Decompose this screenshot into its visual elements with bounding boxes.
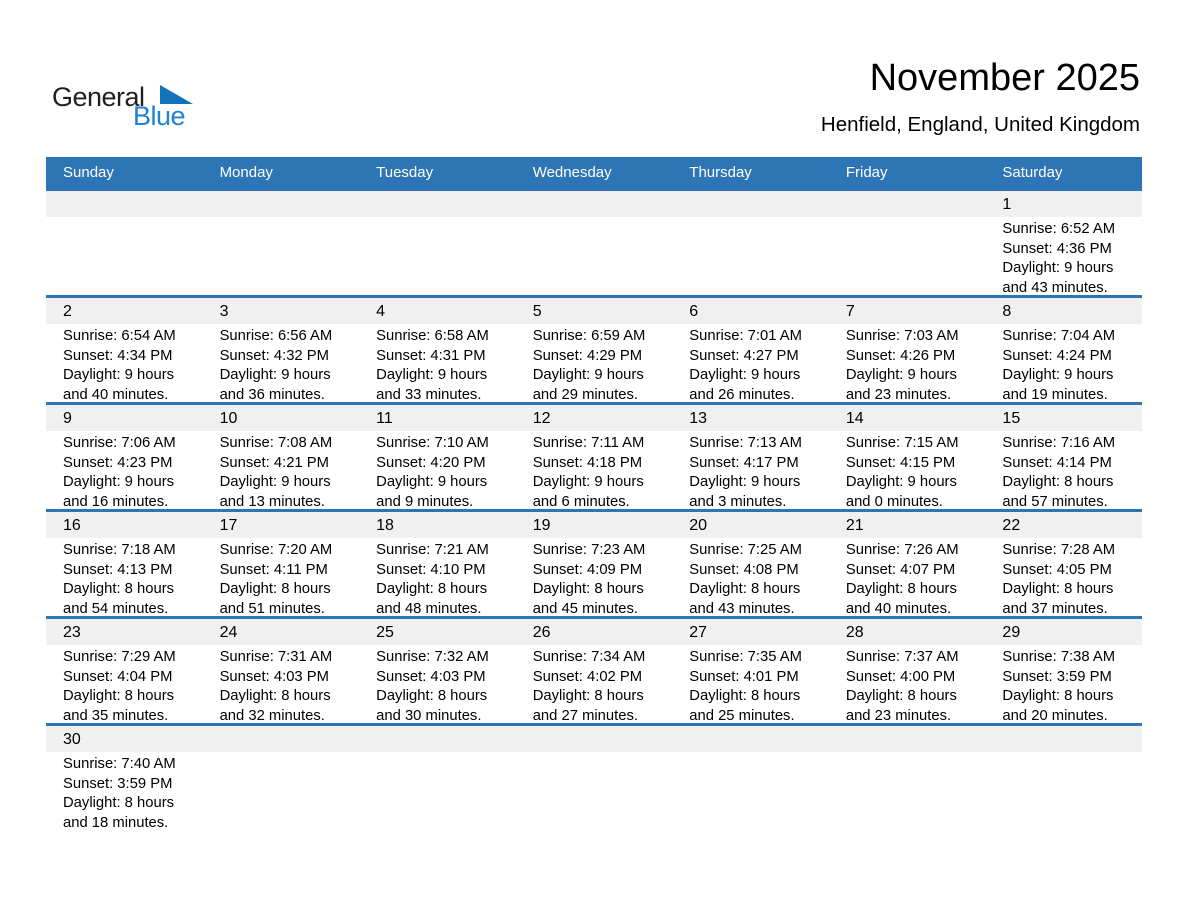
sunrise-text: Sunrise: 7:10 AM xyxy=(376,435,489,451)
sunset-text: Sunset: 4:20 PM xyxy=(376,454,486,471)
day-number: 24 xyxy=(203,619,360,645)
day-number-strip xyxy=(516,191,673,217)
week-row-1 xyxy=(46,188,1142,295)
weekday-thursday: Thursday xyxy=(689,164,752,181)
daylight-text: Daylight: 9 hours xyxy=(219,367,331,383)
daylight-text-continued: and 23 minutes. xyxy=(845,707,952,723)
week-row-5 xyxy=(46,616,1142,723)
daylight-text: Daylight: 8 hours xyxy=(1002,581,1114,597)
day-cell-9 xyxy=(46,405,203,509)
empty-day-cell xyxy=(985,726,1142,830)
sunset-text: Sunset: 3:59 PM xyxy=(1002,668,1112,685)
daylight-text-continued: and 26 minutes. xyxy=(689,386,795,402)
week-row-3 xyxy=(46,402,1142,509)
sunset-text: Sunset: 4:04 PM xyxy=(63,668,173,685)
daylight-text-continued: and 54 minutes. xyxy=(63,600,169,616)
daylight-text: Daylight: 8 hours xyxy=(532,581,644,597)
sunrise-text: Sunrise: 7:01 AM xyxy=(689,328,802,344)
daylight-text-continued: and 37 minutes. xyxy=(1002,600,1108,616)
empty-day-cell xyxy=(829,191,986,295)
daylight-text: Daylight: 9 hours xyxy=(532,474,644,490)
daylight-text-continued: and 9 minutes. xyxy=(376,493,474,509)
day-details xyxy=(203,431,360,509)
empty-day-cell xyxy=(516,191,673,295)
daylight-text: Daylight: 8 hours xyxy=(63,581,175,597)
daylight-text: Daylight: 9 hours xyxy=(376,367,488,383)
sunrise-text: Sunrise: 6:59 AM xyxy=(532,328,646,344)
daylight-text: Daylight: 9 hours xyxy=(532,367,644,383)
daylight-text: Daylight: 8 hours xyxy=(689,581,801,597)
sunrise-text: Sunrise: 7:03 AM xyxy=(845,328,959,344)
day-details xyxy=(829,324,986,402)
day-number-strip xyxy=(829,726,986,752)
sunrise-text: Sunrise: 6:54 AM xyxy=(63,328,176,344)
day-cell-29 xyxy=(985,619,1142,723)
title-block xyxy=(821,58,1140,137)
day-details xyxy=(672,431,829,509)
sunrise-text: Sunrise: 7:06 AM xyxy=(63,435,176,451)
sunrise-text: Sunrise: 7:31 AM xyxy=(219,649,333,665)
day-number: 9 xyxy=(46,405,203,431)
day-cell-16 xyxy=(46,512,203,616)
day-number: 30 xyxy=(46,726,203,752)
day-details xyxy=(829,538,986,616)
sunset-text: Sunset: 4:03 PM xyxy=(219,668,329,685)
day-cell-7 xyxy=(829,298,986,402)
day-number-strip xyxy=(516,726,673,752)
sunset-text: Sunset: 4:31 PM xyxy=(376,347,486,364)
day-cell-12 xyxy=(516,405,673,509)
daylight-text: Daylight: 9 hours xyxy=(689,367,801,383)
daylight-text-continued: and 33 minutes. xyxy=(376,386,482,402)
day-number: 19 xyxy=(516,512,673,538)
daylight-text: Daylight: 8 hours xyxy=(63,688,175,704)
daylight-text-continued: and 36 minutes. xyxy=(219,386,325,402)
day-cell-4 xyxy=(359,298,516,402)
day-details xyxy=(359,431,516,509)
calendar-weeks xyxy=(46,188,1142,830)
day-number: 23 xyxy=(46,619,203,645)
sunrise-text: Sunrise: 7:21 AM xyxy=(376,542,489,558)
sunset-text: Sunset: 3:59 PM xyxy=(63,775,173,792)
day-cell-20 xyxy=(672,512,829,616)
daylight-text: Daylight: 8 hours xyxy=(219,581,331,597)
sunset-text: Sunset: 4:18 PM xyxy=(532,454,643,471)
sunrise-text: Sunrise: 7:15 AM xyxy=(845,435,959,451)
day-number: 2 xyxy=(46,298,203,324)
sunrise-text: Sunrise: 6:56 AM xyxy=(219,328,333,344)
sunset-text: Sunset: 4:26 PM xyxy=(845,347,956,364)
daylight-text: Daylight: 8 hours xyxy=(845,688,957,704)
day-number: 14 xyxy=(829,405,986,431)
day-details xyxy=(985,645,1142,723)
empty-day-cell xyxy=(672,191,829,295)
day-details xyxy=(985,431,1142,509)
daylight-text: Daylight: 8 hours xyxy=(845,581,957,597)
daylight-text-continued: and 18 minutes. xyxy=(63,814,169,830)
daylight-text-continued: and 13 minutes. xyxy=(219,493,325,509)
day-number-strip xyxy=(829,191,986,217)
sunrise-text: Sunrise: 7:13 AM xyxy=(689,435,802,451)
day-number: 7 xyxy=(829,298,986,324)
day-number: 6 xyxy=(672,298,829,324)
day-cell-24 xyxy=(203,619,360,723)
day-number-strip xyxy=(46,191,203,217)
day-cell-27 xyxy=(672,619,829,723)
day-cell-30 xyxy=(46,726,203,830)
sunset-text: Sunset: 4:01 PM xyxy=(689,668,799,685)
day-cell-17 xyxy=(203,512,360,616)
day-details xyxy=(672,538,829,616)
empty-day-cell xyxy=(46,191,203,295)
sunrise-text: Sunrise: 7:23 AM xyxy=(532,542,646,558)
sunrise-text: Sunrise: 7:37 AM xyxy=(845,649,959,665)
empty-day-cell xyxy=(516,726,673,830)
day-cell-2 xyxy=(46,298,203,402)
sunset-text: Sunset: 4:15 PM xyxy=(845,454,956,471)
day-number-strip xyxy=(672,726,829,752)
day-number: 15 xyxy=(985,405,1142,431)
logo-text-general: General xyxy=(52,82,145,112)
sunrise-text: Sunrise: 7:38 AM xyxy=(1002,649,1116,665)
daylight-text: Daylight: 9 hours xyxy=(376,474,488,490)
day-number: 16 xyxy=(46,512,203,538)
sunset-text: Sunset: 4:21 PM xyxy=(219,454,329,471)
weekday-monday: Monday xyxy=(219,164,273,181)
day-number: 1 xyxy=(985,191,1142,217)
empty-day-cell xyxy=(672,726,829,830)
day-cell-26 xyxy=(516,619,673,723)
day-number: 17 xyxy=(203,512,360,538)
sunrise-text: Sunrise: 7:04 AM xyxy=(1002,328,1116,344)
sunrise-text: Sunrise: 7:20 AM xyxy=(219,542,333,558)
sunrise-text: Sunrise: 7:26 AM xyxy=(845,542,959,558)
day-details xyxy=(46,324,203,402)
sunset-text: Sunset: 4:14 PM xyxy=(1002,454,1112,471)
sunset-text: Sunset: 4:34 PM xyxy=(63,347,173,364)
sunrise-text: Sunrise: 7:40 AM xyxy=(63,756,176,772)
day-number: 28 xyxy=(829,619,986,645)
sunset-text: Sunset: 4:03 PM xyxy=(376,668,486,685)
weekday-sunday: Sunday xyxy=(63,164,114,181)
day-number: 18 xyxy=(359,512,516,538)
week-row-4 xyxy=(46,509,1142,616)
day-cell-21 xyxy=(829,512,986,616)
day-details xyxy=(516,431,673,509)
daylight-text-continued: and 35 minutes. xyxy=(63,707,169,723)
sunrise-text: Sunrise: 7:35 AM xyxy=(689,649,802,665)
sunrise-text: Sunrise: 7:11 AM xyxy=(532,435,645,451)
daylight-text: Daylight: 9 hours xyxy=(63,367,175,383)
weekday-friday: Friday xyxy=(845,164,888,181)
empty-day-cell xyxy=(829,726,986,830)
day-number-strip xyxy=(359,191,516,217)
day-cell-19 xyxy=(516,512,673,616)
daylight-text: Daylight: 8 hours xyxy=(689,688,801,704)
sunset-text: Sunset: 4:24 PM xyxy=(1002,347,1112,364)
page-header xyxy=(0,0,1188,157)
calendar-table xyxy=(46,157,1142,830)
sunset-text: Sunset: 4:13 PM xyxy=(63,561,173,578)
day-details xyxy=(359,538,516,616)
day-details xyxy=(203,645,360,723)
daylight-text-continued: and 48 minutes. xyxy=(376,600,482,616)
day-details xyxy=(46,752,203,830)
sunrise-text: Sunrise: 6:58 AM xyxy=(376,328,489,344)
day-details xyxy=(203,538,360,616)
day-cell-6 xyxy=(672,298,829,402)
daylight-text: Daylight: 8 hours xyxy=(219,688,331,704)
day-cell-3 xyxy=(203,298,360,402)
sunrise-text: Sunrise: 7:29 AM xyxy=(63,649,176,665)
empty-day-cell xyxy=(359,726,516,830)
day-cell-10 xyxy=(203,405,360,509)
day-cell-23 xyxy=(46,619,203,723)
day-cell-11 xyxy=(359,405,516,509)
daylight-text-continued: and 45 minutes. xyxy=(532,600,638,616)
weekday-header-row xyxy=(46,157,1142,188)
week-row-6 xyxy=(46,723,1142,830)
daylight-text: Daylight: 8 hours xyxy=(1002,474,1114,490)
day-number: 5 xyxy=(516,298,673,324)
day-cell-5 xyxy=(516,298,673,402)
daylight-text-continued: and 43 minutes. xyxy=(689,600,795,616)
sunset-text: Sunset: 4:29 PM xyxy=(532,347,643,364)
day-cell-14 xyxy=(829,405,986,509)
week-row-2 xyxy=(46,295,1142,402)
day-details xyxy=(985,217,1142,295)
day-number-strip xyxy=(985,726,1142,752)
daylight-text: Daylight: 9 hours xyxy=(845,367,957,383)
sunset-text: Sunset: 4:23 PM xyxy=(63,454,173,471)
sunrise-text: Sunrise: 7:32 AM xyxy=(376,649,489,665)
daylight-text-continued: and 25 minutes. xyxy=(689,707,795,723)
page-title: November 2025 xyxy=(869,57,1140,99)
sunset-text: Sunset: 4:36 PM xyxy=(1002,240,1112,257)
day-number-strip xyxy=(672,191,829,217)
day-cell-8 xyxy=(985,298,1142,402)
day-details xyxy=(672,645,829,723)
general-blue-logo xyxy=(52,84,272,136)
sunset-text: Sunset: 4:32 PM xyxy=(219,347,329,364)
day-details xyxy=(829,645,986,723)
day-number-strip xyxy=(203,726,360,752)
daylight-text-continued: and 40 minutes. xyxy=(845,600,952,616)
day-details xyxy=(516,645,673,723)
empty-day-cell xyxy=(203,191,360,295)
day-number: 8 xyxy=(985,298,1142,324)
day-details xyxy=(672,324,829,402)
day-number: 13 xyxy=(672,405,829,431)
daylight-text-continued: and 0 minutes. xyxy=(845,493,943,509)
sunset-text: Sunset: 4:09 PM xyxy=(532,561,643,578)
day-number: 4 xyxy=(359,298,516,324)
daylight-text: Daylight: 8 hours xyxy=(376,688,488,704)
sunrise-text: Sunrise: 7:25 AM xyxy=(689,542,802,558)
weekday-wednesday: Wednesday xyxy=(532,164,612,181)
day-details xyxy=(46,538,203,616)
daylight-text-continued: and 27 minutes. xyxy=(532,707,638,723)
day-details xyxy=(985,324,1142,402)
daylight-text: Daylight: 8 hours xyxy=(63,795,175,811)
daylight-text-continued: and 57 minutes. xyxy=(1002,493,1108,509)
sunset-text: Sunset: 4:11 PM xyxy=(219,561,328,578)
day-details xyxy=(516,538,673,616)
day-details xyxy=(46,645,203,723)
day-number: 27 xyxy=(672,619,829,645)
weekday-saturday: Saturday xyxy=(1002,164,1063,181)
daylight-text-continued: and 32 minutes. xyxy=(219,707,325,723)
sunrise-text: Sunrise: 7:18 AM xyxy=(63,542,176,558)
day-details xyxy=(203,324,360,402)
sunset-text: Sunset: 4:10 PM xyxy=(376,561,486,578)
day-number: 26 xyxy=(516,619,673,645)
day-cell-13 xyxy=(672,405,829,509)
day-number-strip xyxy=(359,726,516,752)
sunset-text: Sunset: 4:08 PM xyxy=(689,561,799,578)
daylight-text: Daylight: 8 hours xyxy=(376,581,488,597)
daylight-text-continued: and 19 minutes. xyxy=(1002,386,1108,402)
day-cell-25 xyxy=(359,619,516,723)
sunset-text: Sunset: 4:02 PM xyxy=(532,668,643,685)
sunset-text: Sunset: 4:07 PM xyxy=(845,561,956,578)
page-subtitle: Henfield, England, United Kingdom xyxy=(820,112,1140,136)
day-details xyxy=(985,538,1142,616)
sunrise-text: Sunrise: 6:52 AM xyxy=(1002,221,1116,237)
daylight-text: Daylight: 9 hours xyxy=(1002,367,1114,383)
day-number: 20 xyxy=(672,512,829,538)
sunrise-text: Sunrise: 7:34 AM xyxy=(532,649,646,665)
day-number-strip xyxy=(203,191,360,217)
day-number: 11 xyxy=(359,405,516,431)
day-details xyxy=(46,431,203,509)
sunrise-text: Sunrise: 7:08 AM xyxy=(219,435,333,451)
empty-day-cell xyxy=(203,726,360,830)
weekday-tuesday: Tuesday xyxy=(376,164,434,181)
daylight-text-continued: and 30 minutes. xyxy=(376,707,482,723)
daylight-text: Daylight: 8 hours xyxy=(1002,688,1114,704)
daylight-text: Daylight: 8 hours xyxy=(532,688,644,704)
day-number: 12 xyxy=(516,405,673,431)
sunrise-text: Sunrise: 7:28 AM xyxy=(1002,542,1116,558)
day-number: 22 xyxy=(985,512,1142,538)
sunset-text: Sunset: 4:00 PM xyxy=(845,668,956,685)
day-cell-1 xyxy=(985,191,1142,295)
daylight-text: Daylight: 9 hours xyxy=(219,474,331,490)
sunset-text: Sunset: 4:05 PM xyxy=(1002,561,1112,578)
day-cell-15 xyxy=(985,405,1142,509)
day-cell-28 xyxy=(829,619,986,723)
daylight-text-continued: and 3 minutes. xyxy=(689,493,787,509)
day-details xyxy=(829,431,986,509)
day-number: 29 xyxy=(985,619,1142,645)
day-number: 10 xyxy=(203,405,360,431)
sunset-text: Sunset: 4:27 PM xyxy=(689,347,799,364)
empty-day-cell xyxy=(359,191,516,295)
day-details xyxy=(516,324,673,402)
sunrise-text: Sunrise: 7:16 AM xyxy=(1002,435,1116,451)
daylight-text: Daylight: 9 hours xyxy=(1002,260,1114,276)
daylight-text-continued: and 43 minutes. xyxy=(1002,279,1108,295)
daylight-text-continued: and 51 minutes. xyxy=(219,600,325,616)
day-cell-18 xyxy=(359,512,516,616)
daylight-text-continued: and 40 minutes. xyxy=(63,386,169,402)
daylight-text: Daylight: 9 hours xyxy=(689,474,801,490)
day-cell-22 xyxy=(985,512,1142,616)
daylight-text-continued: and 29 minutes. xyxy=(532,386,638,402)
day-number: 3 xyxy=(203,298,360,324)
daylight-text-continued: and 23 minutes. xyxy=(845,386,952,402)
daylight-text-continued: and 6 minutes. xyxy=(532,493,630,509)
day-number: 25 xyxy=(359,619,516,645)
sunset-text: Sunset: 4:17 PM xyxy=(689,454,799,471)
daylight-text-continued: and 16 minutes. xyxy=(63,493,169,509)
day-details xyxy=(359,645,516,723)
daylight-text-continued: and 20 minutes. xyxy=(1002,707,1108,723)
logo-text-blue: Blue xyxy=(133,101,186,131)
day-details xyxy=(359,324,516,402)
daylight-text: Daylight: 9 hours xyxy=(63,474,175,490)
daylight-text: Daylight: 9 hours xyxy=(845,474,957,490)
day-number: 21 xyxy=(829,512,986,538)
